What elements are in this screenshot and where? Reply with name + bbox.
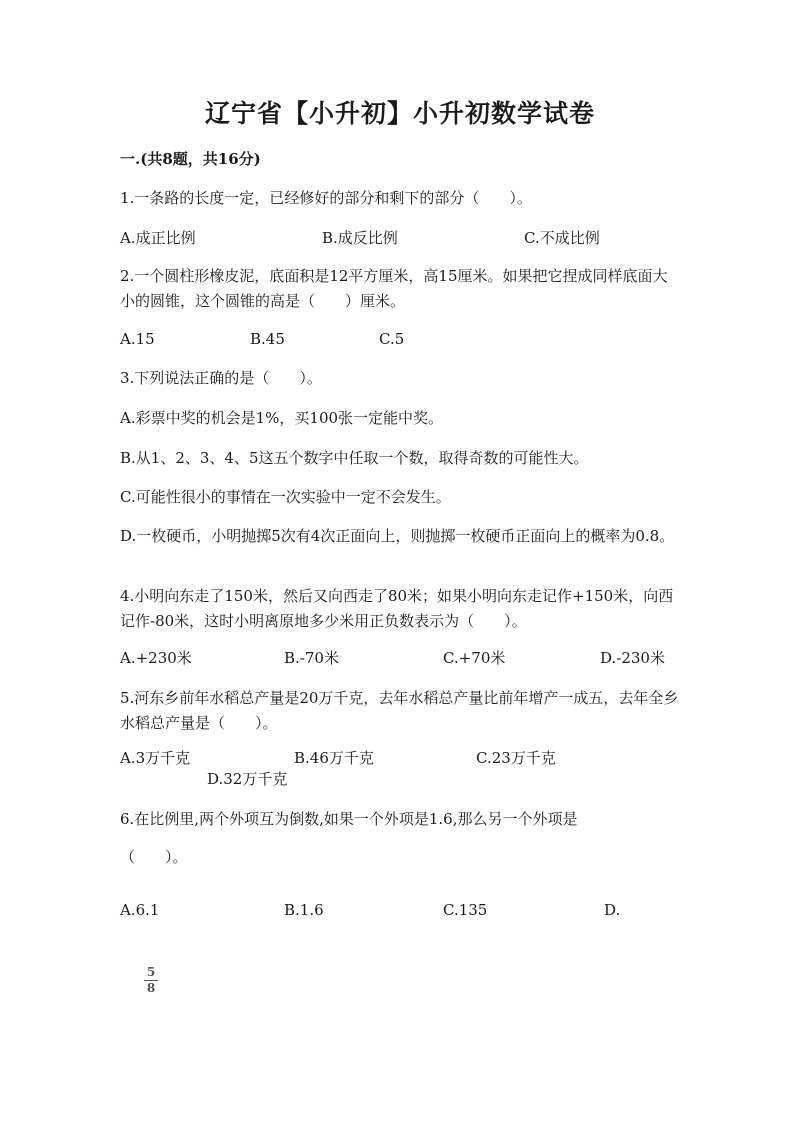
question-1-option-a: A.成正比例 bbox=[120, 229, 196, 247]
question-2-stem: 2.一个圆柱形橡皮泥，底面积是12平方厘米，高15厘米。如果把它捏成同样底面大小的圆锥，这个圆锥的高是（ ）厘米。 bbox=[120, 267, 668, 310]
question-4-option-d: D.-230米 bbox=[600, 649, 665, 667]
question-3-option-b: B.从1、2、3、4、5这五个数字中任取一个数，取得奇数的可能性大。 bbox=[120, 449, 589, 467]
question-6-option-b: B.1.6 bbox=[284, 901, 324, 919]
question-2-option-a: A.15 bbox=[120, 330, 155, 348]
question-5-option-a: A.3万千克 bbox=[120, 749, 191, 767]
question-2-option-c: C.5 bbox=[379, 330, 405, 348]
question-3-option-d: D.一枚硬币，小明抛掷5次有4次正面向上，则抛掷一枚硬币正面向上的概率为0.8。 bbox=[120, 527, 675, 545]
question-4-option-a: A.+230米 bbox=[120, 649, 192, 667]
page-title: 辽宁省【小升初】小升初数学试卷 bbox=[204, 99, 595, 128]
question-3-option-a: A.彩票中奖的机会是1%，买100张一定能中奖。 bbox=[120, 409, 444, 427]
option-d-fraction bbox=[144, 966, 158, 995]
question-5-option-c: C.23万千克 bbox=[476, 749, 556, 767]
question-5-option-b: B.46万千克 bbox=[294, 749, 374, 767]
question-6-stem: 6.在比例里,两个外项互为倒数,如果一个外项是1.6,那么另一个外项是 bbox=[120, 810, 578, 828]
question-3-stem: 3.下列说法正确的是（ ）。 bbox=[120, 369, 322, 387]
fraction-numerator: 5 bbox=[146, 965, 156, 979]
question-6-option-d: D. bbox=[604, 901, 621, 919]
fraction-denominator: 8 bbox=[146, 981, 156, 995]
question-3-option-c: C.可能性很小的事情在一次实验中一定不会发生。 bbox=[120, 488, 451, 506]
question-1-option-c: C.不成比例 bbox=[524, 229, 600, 247]
question-4-stem: 4.小明向东走了150米，然后又向西走了80米；如果小明向东走记作+150米，向西记作-80米，这时小明离原地多少米用正负数表示为（ ）。 bbox=[120, 587, 674, 630]
section-heading: 一.(共8题，共16分) bbox=[120, 150, 261, 168]
question-6-stem-blank: （ ）。 bbox=[120, 848, 188, 866]
question-6-option-c: C.135 bbox=[443, 901, 488, 919]
question-5-option-d: D.32万千克 bbox=[207, 770, 288, 788]
question-6-option-a: A.6.1 bbox=[120, 901, 160, 919]
question-1-option-b: B.成反比例 bbox=[322, 229, 398, 247]
question-4-option-c: C.+70米 bbox=[443, 649, 506, 667]
question-2-option-b: B.45 bbox=[250, 330, 285, 348]
question-1-stem: 1.一条路的长度一定，已经修好的部分和剩下的部分（ ）。 bbox=[120, 189, 532, 207]
question-5-stem: 5.河东乡前年水稻总产量是20万千克，去年水稻总产量比前年增产一成五，去年全乡水稻总产量是（ ）。 bbox=[120, 689, 679, 732]
question-4-option-b: B.-70米 bbox=[284, 649, 339, 667]
